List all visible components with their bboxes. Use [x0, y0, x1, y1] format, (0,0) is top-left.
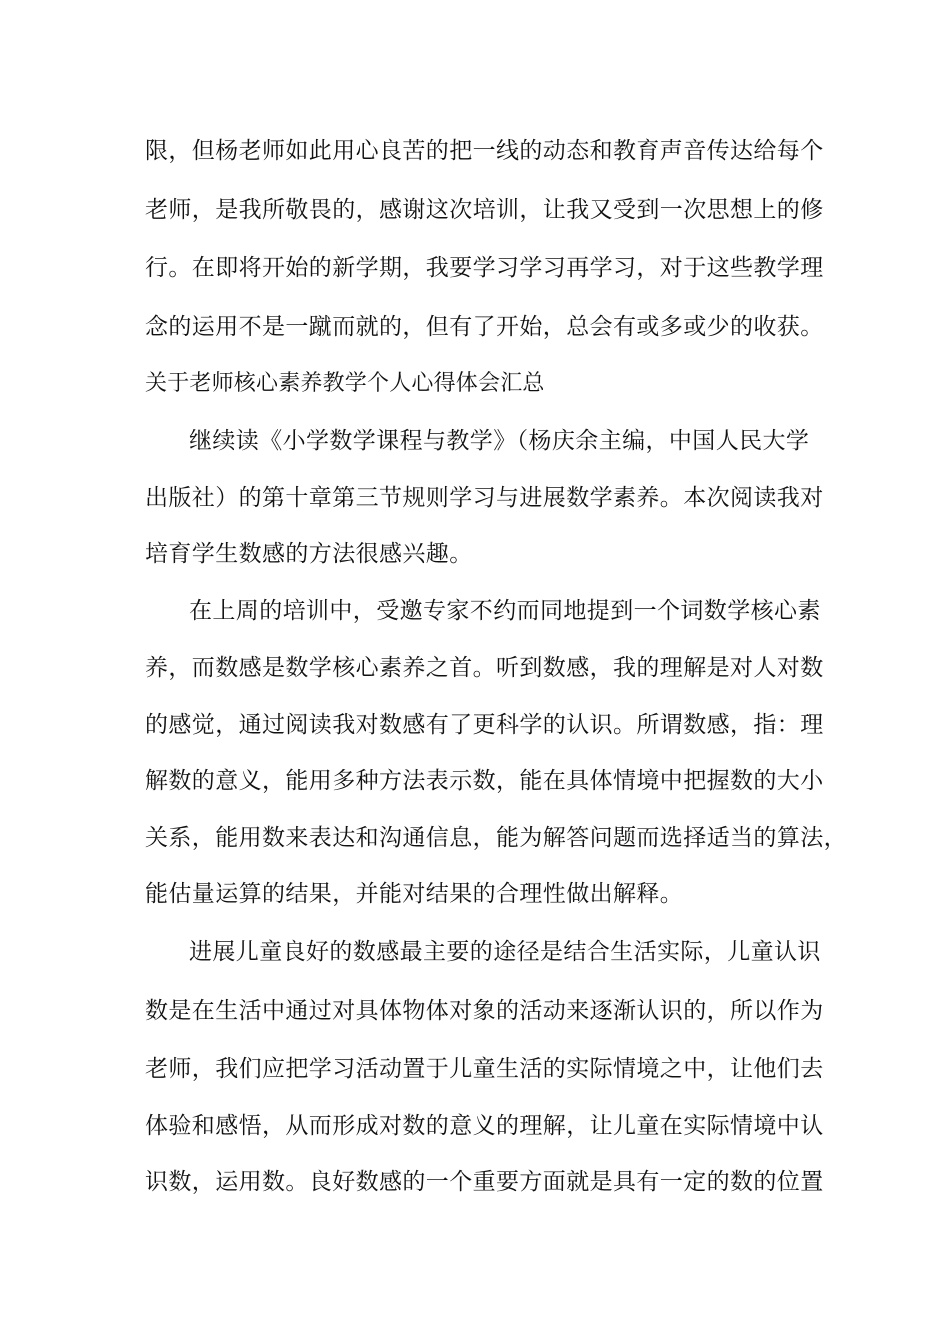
paragraph-1-line-4: 念的运用不是一蹴而就的，但有了开始，总会有或多或少的收获。 [145, 314, 824, 340]
paragraph-1-line-1: 限，但杨老师如此用心良苦的把一线的动态和教育声音传达给每个 [145, 138, 824, 164]
paragraph-3-line-6: 能估量运算的结果，并能对结果的合理性做出解释。 [145, 881, 684, 907]
paragraph-4-line-5: 识数，运用数。良好数感的一个重要方面就是具有一定的数的位置 [145, 1169, 824, 1195]
paragraph-2-line-3: 培育学生数感的方法很感兴趣。 [145, 541, 473, 567]
paragraph-4-line-2: 数是在生活中通过对具体物体对象的活动来逐渐认识的，所以作为 [145, 998, 824, 1024]
paragraph-3-line-1: 在上周的培训中，受邀专家不约而同地提到一个词数学核心素 [189, 598, 821, 624]
paragraph-3-line-3: 的感觉，通过阅读我对数感有了更科学的认识。所谓数感，指：理 [145, 712, 824, 738]
paragraph-2-line-1: 继续读《小学数学课程与教学》（杨庆余主编，中国人民大学 [189, 428, 810, 454]
paragraph-1-line-2: 老师，是我所敬畏的，感谢这次培训，让我又受到一次思想上的修 [145, 197, 824, 223]
paragraph-3-line-2: 养，而数感是数学核心素养之首。听到数感，我的理解是对人对数 [145, 655, 824, 681]
paragraph-4-line-3: 老师，我们应把学习活动置于儿童生活的实际情境之中，让他们去 [145, 1056, 824, 1082]
paragraph-3-line-4: 解数的意义，能用多种方法表示数，能在具体情境中把握数的大小 [145, 768, 824, 794]
paragraph-4-line-4: 体验和感悟，从而形成对数的意义的理解，让儿童在实际情境中认 [145, 1113, 824, 1139]
paragraph-3-line-5: 关系，能用数来表达和沟通信息，能为解答问题而选择适当的算法， [145, 825, 847, 851]
paragraph-2-line-2: 出版社）的第十章第三节规则学习与进展数学素养。本次阅读我对 [145, 485, 824, 511]
section-title: 关于老师核心素养教学个人心得体会汇总 [145, 371, 545, 396]
paragraph-4-line-1: 进展儿童良好的数感最主要的途径是结合生活实际，儿童认识 [189, 939, 821, 965]
paragraph-1-line-3: 行。在即将开始的新学期，我要学习学习再学习，对于这些教学理 [145, 255, 824, 281]
